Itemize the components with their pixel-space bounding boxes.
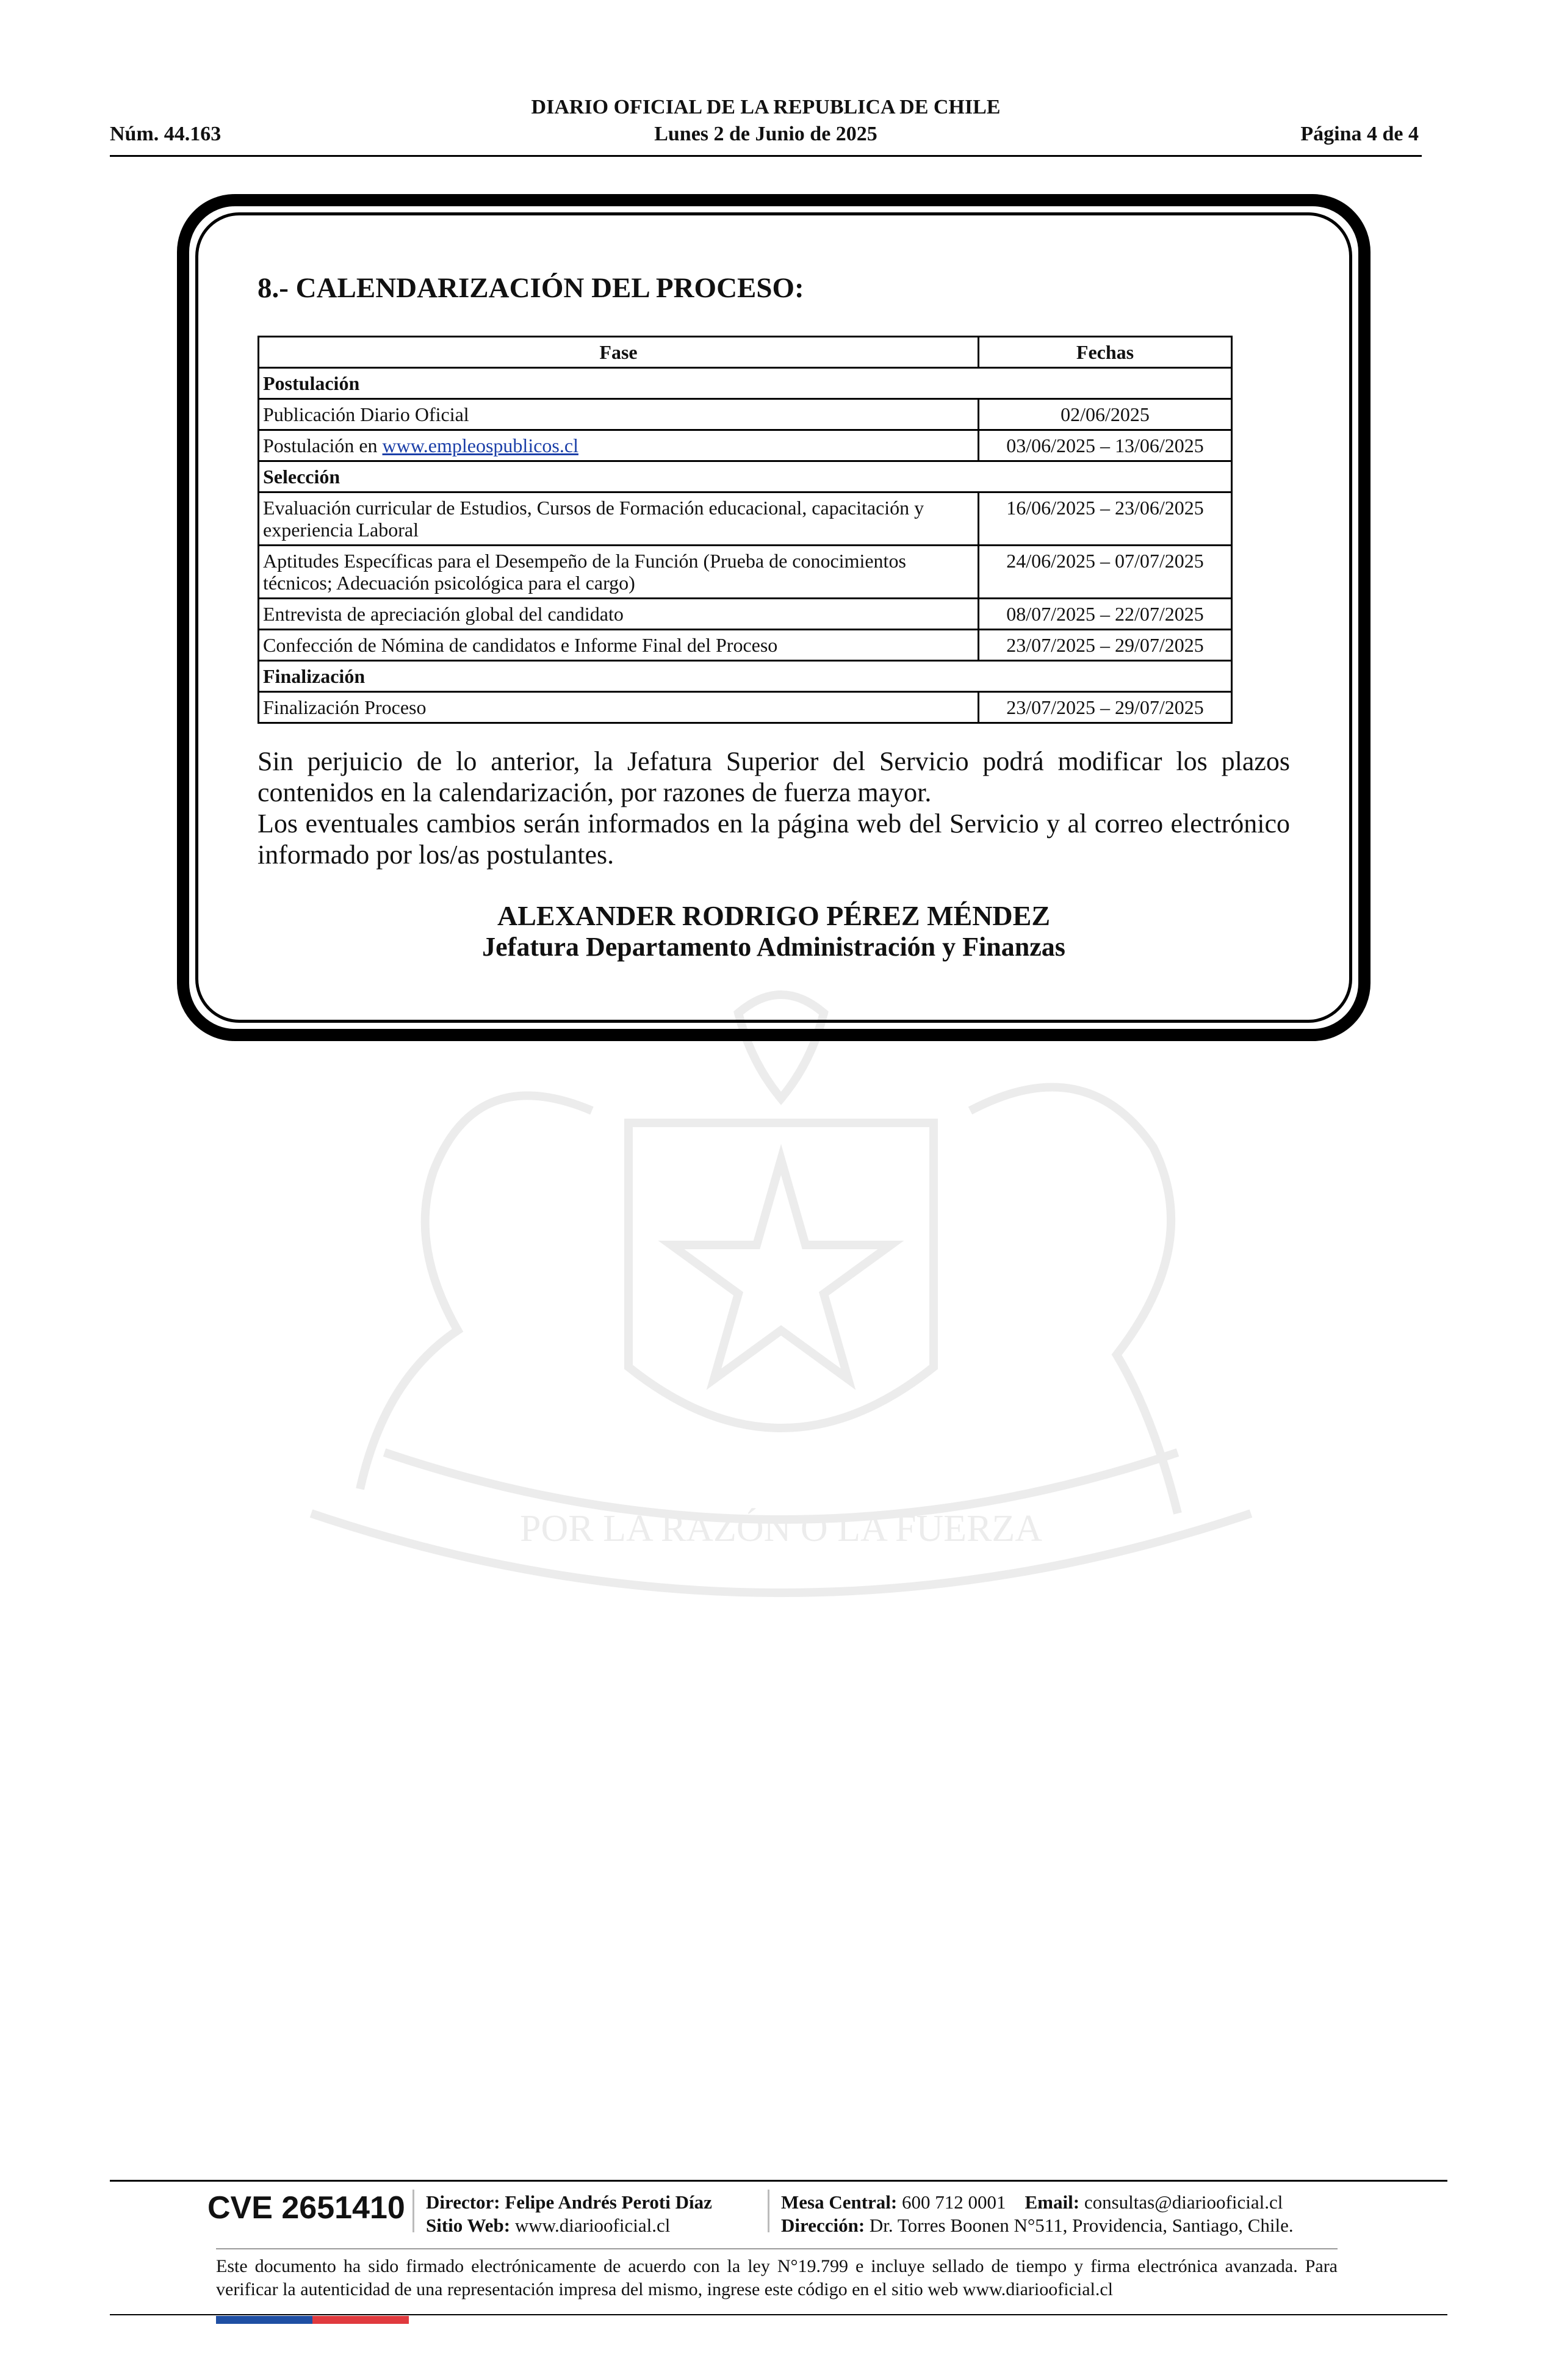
- footer-rule-middle: [216, 2248, 1338, 2249]
- phase-prefix: Postulación en: [263, 435, 383, 456]
- col-header-phase: Fase: [259, 337, 979, 368]
- footer-divider: [768, 2190, 769, 2232]
- phase-cell: [259, 430, 979, 461]
- table-row: [259, 546, 1232, 599]
- phase-cell: Evaluación curricular de Estudios, Cursos de Formación educacional, capacitación y experiencia Laboral: [259, 492, 979, 546]
- page-number: Página 4 de 4: [1300, 123, 1419, 145]
- section-title: 8.- CALENDARIZACIÓN DEL PROCESO:: [258, 272, 804, 304]
- footer-divider: [412, 2190, 414, 2232]
- phase-cell: Publicación Diario Oficial: [259, 399, 979, 430]
- address-text: Dr. Torres Boonen N°511, Providencia, Santiago, Chile.: [869, 2215, 1294, 2236]
- cve-code: CVE 2651410: [207, 2190, 405, 2226]
- header-rule: [110, 155, 1422, 157]
- empleos-publicos-link[interactable]: www.empleospublicos.cl: [382, 435, 578, 456]
- website-line: [426, 2214, 670, 2237]
- footer-rule-top: [110, 2180, 1447, 2182]
- email-link[interactable]: consultas@diariooficial.cl: [1084, 2191, 1283, 2213]
- schedule-table: [258, 336, 1233, 724]
- dates-cell: 24/06/2025 – 07/07/2025: [979, 546, 1232, 599]
- table-row: [259, 430, 1232, 461]
- flag-stripe-red: [312, 2316, 409, 2324]
- phone-label: Mesa Central:: [781, 2191, 898, 2213]
- dates-cell: 23/07/2025 – 29/07/2025: [979, 692, 1232, 723]
- group-row: [259, 461, 1232, 492]
- phase-cell: Entrevista de apreciación global del candidato: [259, 599, 979, 630]
- table-header-row: [259, 337, 1232, 368]
- col-header-dates: Fechas: [979, 337, 1232, 368]
- director-line: [426, 2191, 712, 2214]
- issue-number: Núm. 44.163: [110, 123, 222, 145]
- flag-stripe-blue: [216, 2316, 312, 2324]
- paragraph: Sin perjuicio de lo anterior, la Jefatura Superior del Servicio podrá modificar los plazos contenidos en la calendarización, por razones de fuerza mayor.: [258, 746, 1290, 807]
- phase-cell: Finalización Proceso: [259, 692, 979, 723]
- address-line: [781, 2214, 1294, 2237]
- table-row: [259, 399, 1232, 430]
- group-label: Postulación: [259, 368, 1232, 399]
- table-row: [259, 492, 1232, 546]
- dates-cell: 03/06/2025 – 13/06/2025: [979, 430, 1232, 461]
- watermark-motto: POR LA RAZÓN O LA FUERZA: [519, 1508, 1043, 1549]
- table-row: [259, 630, 1232, 661]
- dates-cell: 16/06/2025 – 23/06/2025: [979, 492, 1232, 546]
- footer-rule-bottom: [110, 2314, 1447, 2315]
- phase-cell: Confección de Nómina de candidatos e Informe Final del Proceso: [259, 630, 979, 661]
- paragraph: Los eventuales cambios serán informados en la página web del Servicio y al correo electrónico informado por los/as postulantes.: [258, 809, 1290, 870]
- coat-of-arms-watermark-icon: [201, 989, 1361, 1672]
- group-label: Finalización: [259, 661, 1232, 692]
- table-row: [259, 692, 1232, 723]
- body-paragraphs: [258, 746, 1290, 870]
- signatory-role: Jefatura Departamento Administración y Finanzas: [482, 932, 1065, 962]
- phone-number: 600 712 0001: [902, 2191, 1006, 2213]
- signature-block: [258, 900, 1290, 962]
- legal-notice: Este documento ha sido firmado electrónicamente de acuerdo con la ley N°19.799 e incluye sellado de tiempo y firma electrónica avanzada. Para verificar la autenticidad de una representación impresa del mismo, ingrese este código en el sitio web www.diariooficial.cl: [216, 2256, 1338, 2299]
- phase-cell: Aptitudes Específicas para el Desempeño de la Función (Prueba de conocimientos técnicos; Adecuación psicológica para el cargo): [259, 546, 979, 599]
- website-label: Sitio Web:: [426, 2215, 511, 2236]
- director-label: Director:: [426, 2191, 500, 2213]
- publication-title: DIARIO OFICIAL DE LA REPUBLICA DE CHILE: [531, 96, 1001, 118]
- address-label: Dirección:: [781, 2215, 865, 2236]
- group-label: Selección: [259, 461, 1232, 492]
- dates-cell: 02/06/2025: [979, 399, 1232, 430]
- contact-line: [781, 2191, 1283, 2214]
- director-name: Felipe Andrés Peroti Díaz: [505, 2191, 712, 2213]
- website-link[interactable]: www.diariooficial.cl: [514, 2215, 671, 2236]
- group-row: [259, 661, 1232, 692]
- group-row: [259, 368, 1232, 399]
- signatory-name: ALEXANDER RODRIGO PÉREZ MÉNDEZ: [497, 900, 1051, 931]
- publication-date: Lunes 2 de Junio de 2025: [654, 123, 877, 145]
- email-label: Email:: [1025, 2191, 1080, 2213]
- dates-cell: 23/07/2025 – 29/07/2025: [979, 630, 1232, 661]
- dates-cell: 08/07/2025 – 22/07/2025: [979, 599, 1232, 630]
- table-row: [259, 599, 1232, 630]
